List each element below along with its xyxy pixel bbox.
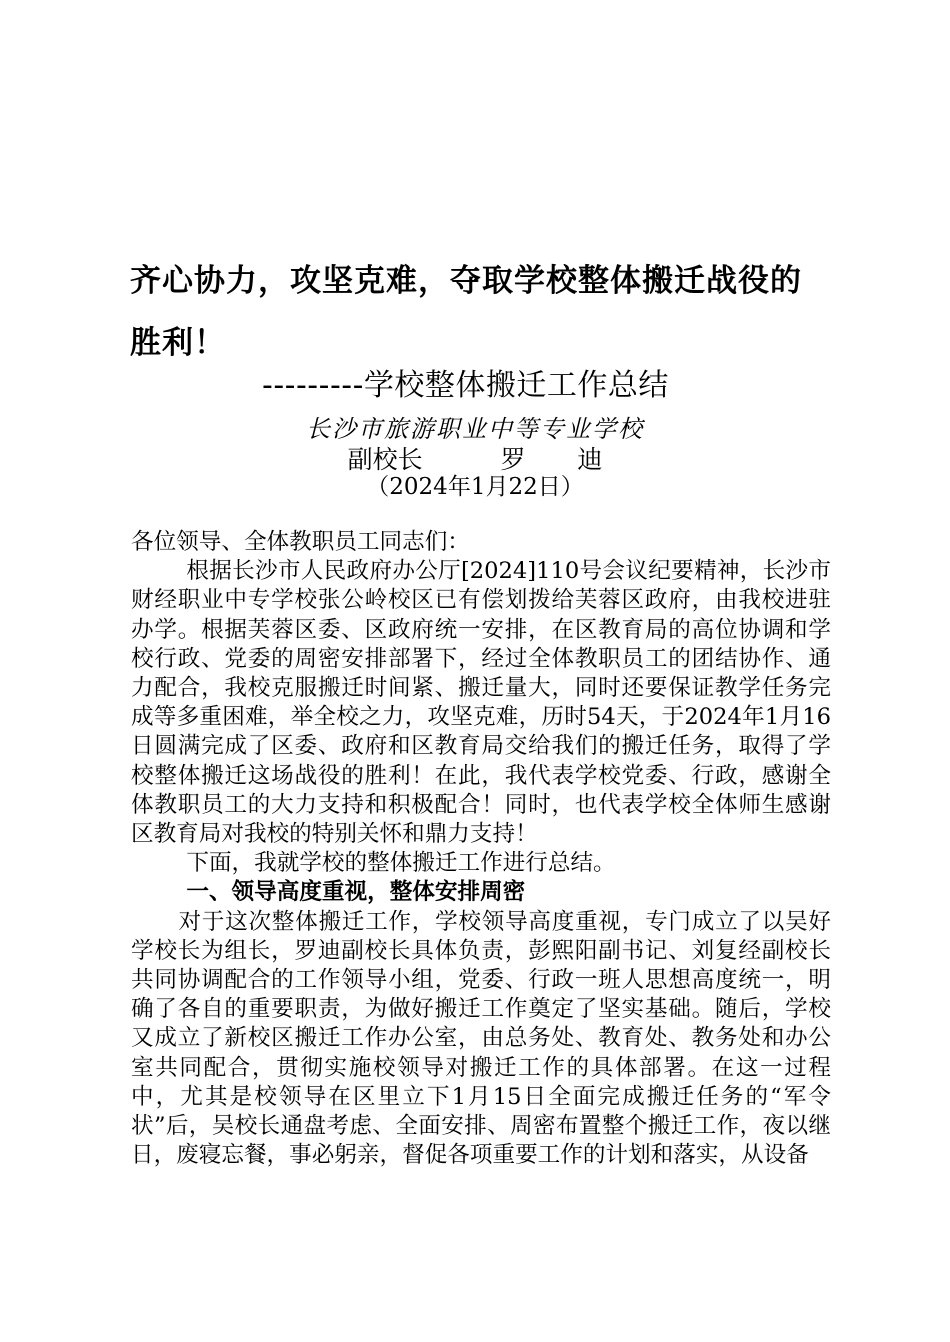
paragraph: 根据长沙市人民政府办公厅[2024]110号会议纪要精神，长沙市财经职业中专学校张公岭校区已有偿划拨给芙蓉区政府，由我校进驻办学。根据芙蓉区委、区政府统一安排，在区教育局的高位协调和学校行政、党委的周密安排部署下，经过全体教职员工的团结协作、通力配合，我校克服搬迁时间紧、搬迁量大，同时还要保证教学任务完成等多重困难，举全校之力，攻坚克难，历时54天，于2024年1月16日圆满完成了区委、政府和区教育局交给我们的搬迁任务，取得了学校整体搬迁这场战役的胜利！在此，我代表学校党委、行政，感谢全体教职员工的大力支持和积极配合！同时，也代表学校全体师生感谢区教育局对我校的特别关怀和鼎力支持！ (131, 558, 831, 848)
section-heading: 一、领导高度重视，整体安排周密 (186, 879, 526, 906)
document-title: 齐心协力，攻坚克难，夺取学校整体搬迁战役的胜利！ (130, 263, 802, 361)
paragraph: 对于这次整体搬迁工作，学校领导高度重视，专门成立了以吴好学校长为组长，罗迪副校长具体负责，彭熙阳副书记、刘复经副校长共同协调配合的工作领导小组，党委、行政一班人思想高度统一，明确了各自的重要职责，为做好搬迁工作奠定了坚实基础。随后，学校又成立了新校区搬迁工作办公室，由总务处、教育处、教务处和办公室共同配合，贯彻实施校领导对搬迁工作的具体部署。在这一过程中，尤其是校领导在区里立下1月15日全面完成搬迁任务的“军令状”后，吴校长通盘考虑、全面安排、周密布置整个搬迁工作，夜以继日，废寝忘餐，事必躬亲，督促各项重要工作的计划和落实，从设备 (131, 908, 831, 1169)
salutation: 各位领导、全体教职员工同志们： (131, 529, 470, 555)
document-date: （2024年1月22日） (366, 474, 584, 500)
organization-name: 长沙市旅游职业中等专业学校 (306, 415, 644, 443)
document-body (131, 528, 831, 1170)
document-subtitle: ---------学校整体搬迁工作总结 (262, 368, 669, 403)
author-line: 副校长 罗 迪 (347, 445, 603, 474)
paragraph: 下面，我就学校的整体搬迁工作进行总结。 (186, 850, 616, 877)
